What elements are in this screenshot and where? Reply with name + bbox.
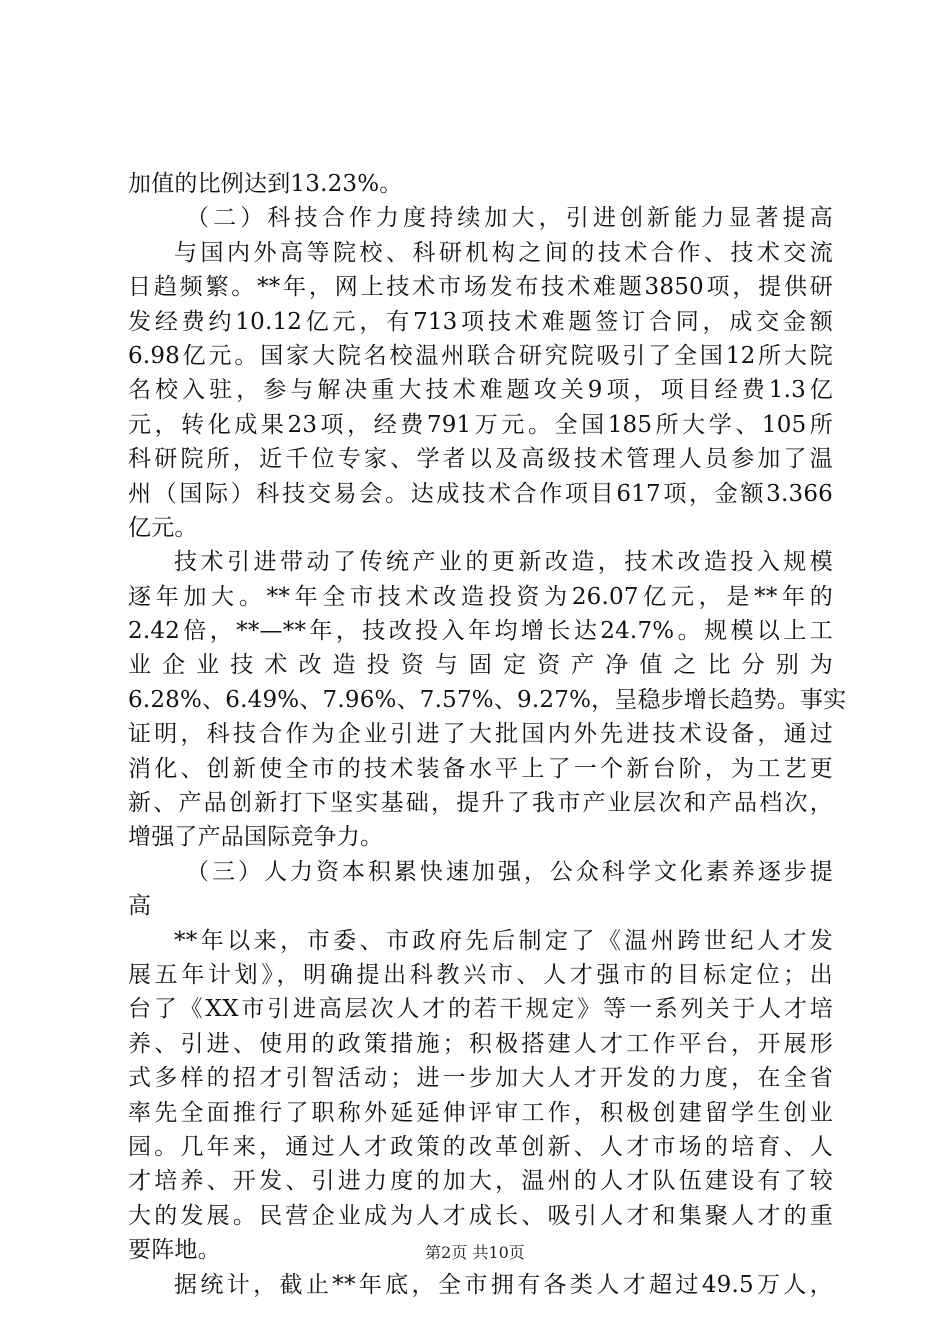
text-line: 6.98亿元。国家大院名校温州联合研究院吸引了全国12所大院 (128, 342, 833, 369)
text-line: 才培养、开发、引进力度的加大，温州的人才队伍建设有了较 (128, 1168, 833, 1195)
text-line: 大的发展。民营企业成为人才成长、吸引人才和集聚人才的重 (128, 1202, 833, 1229)
text-line: 逐年加大。**年全市技术改造投资为26.07亿元，是**年的 (128, 583, 833, 610)
text-line: 业企业技术改造投资与固定资产净值之比分别为 (128, 652, 833, 679)
section-heading-3-cont: 高 (128, 893, 152, 920)
text-line: 州（国际）科技交易会。达成技术合作项目617项，金额3.366 (128, 480, 833, 507)
text-line: 亿元。 (128, 514, 198, 541)
text-line: 技术引进带动了传统产业的更新改造，技术改造投入规模 (174, 549, 833, 576)
text-line: 发经费约10.12亿元，有713项技术难题签订合同，成交金额 (128, 308, 833, 335)
text-line: 式多样的招才引智活动；进一步加大人才开发的力度，在全省 (128, 1065, 833, 1092)
page-footer: 第2页 共10页 (425, 1243, 525, 1262)
text-line: 消化、创新使全市的技术装备水平上了一个新台阶，为工艺更 (128, 755, 833, 782)
text-line: 元，转化成果23项，经费791万元。全国185所大学、105所 (128, 411, 833, 438)
text-line: 加值的比例达到13.23%。 (128, 171, 403, 197)
text-line: 证明，科技合作为企业引进了大批国内外先进技术设备，通过 (128, 721, 833, 748)
text-line: 名校入驻，参与解决重大技术难题攻关9项，项目经费1.3亿 (128, 377, 833, 404)
text-line: **年以来，市委、市政府先后制定了《温州跨世纪人才发 (174, 927, 833, 954)
text-line: 展五年计划》，明确提出科教兴市、人才强市的目标定位；出 (128, 961, 833, 988)
document-body (128, 167, 847, 1302)
text-line: 科研院所，近千位专家、学者以及高级技术管理人员参加了温 (128, 446, 833, 473)
text-line: 园。几年来，通过人才政策的改革创新、人才市场的培育、人 (128, 1133, 833, 1160)
text-line: 新、产品创新打下坚实基础，提升了我市产业层次和产品档次， (128, 790, 833, 817)
text-line: 率先全面推行了职称外延延伸评审工作，积极创建留学生创业 (128, 1099, 833, 1126)
text-line: 2.42倍，**—**年，技改投入年均增长达24.7%。规模以上工 (128, 618, 833, 645)
section-heading-3: （三）人力资本积累快速加强，公众科学文化素养逐步提 (186, 858, 833, 885)
section-heading-2: （二）科技合作力度持续加大，引进创新能力显著提高 (186, 205, 833, 232)
text-line: 台了《XX市引进高层次人才的若干规定》等一系列关于人才培 (128, 996, 833, 1023)
text-line: 养、引进、使用的政策措施；积极搭建人才工作平台，开展形 (128, 1030, 833, 1057)
text-line: 与国内外高等院校、科研机构之间的技术合作、技术交流 (174, 239, 833, 266)
text-line: 增强了产品国际竞争力。 (128, 824, 384, 851)
text-line: 要阵地。 (128, 1237, 221, 1264)
text-line: 日趋频繁。**年，网上技术市场发布技术难题3850项，提供研 (128, 274, 833, 301)
text-line: 据统计，截止**年底，全市拥有各类人才超过49.5万人， (174, 1271, 833, 1298)
text-line: 6.28%、6.49%、7.96%、7.57%、9.27%，呈稳步增长趋势。事实 (128, 686, 847, 713)
